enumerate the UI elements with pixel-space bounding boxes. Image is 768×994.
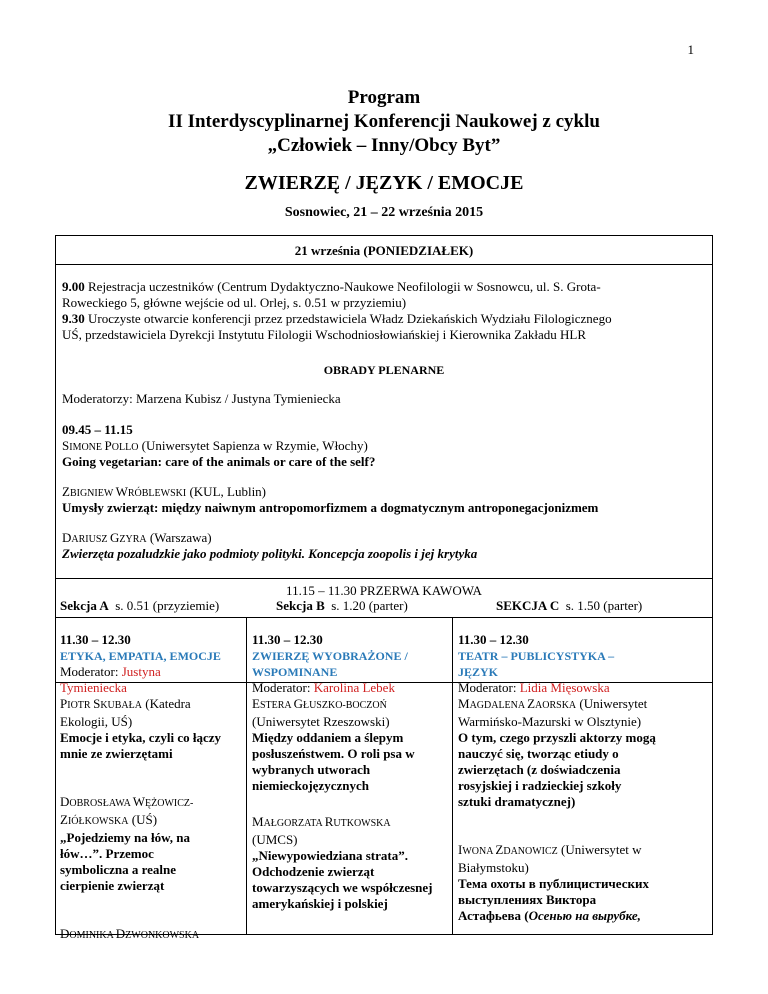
program-table xyxy=(55,235,713,941)
talk-author: ZBIGNIEW WRÓBLEWSKI (KUL, Lublin) xyxy=(62,484,267,499)
coffee-break: 11.15 – 11.30 PRZERWA KAWOWA xyxy=(286,583,482,598)
section-b-header: Sekcja B s. 1.20 (parter) xyxy=(276,598,408,613)
day-header: 21 września (PONIEDZIAŁEK) xyxy=(294,243,474,258)
title-line-2: II Interdyscyplinarnej Konferencji Naukowej z cyklu xyxy=(168,111,600,132)
section-a-column: 11.30 – 12.30 ETYKA, EMPATIA, EMOCJE Moderator: Justyna Tymieniecka xyxy=(60,632,221,695)
opening-text-a: Uroczyste otwarcie konferencji przez przedstawiciela Władz Dziekańskich Wydziału Filologicznego xyxy=(84,311,612,326)
section-b-talks: ESTERA GŁUSZKO-BOCZOŃ (Uniwersytet Rzeszowski) Między oddaniem a ślepym posłuszeństwem. O roli psa w wybranych utworach niemieckojęzycznych MAŁGORZATA RUTKOWSKA (UMCS) „Niewypowiedziana strata”. Odchodzenie zwierząt towarzyszących we współczesnej amerykańskiej i polskiej xyxy=(252,696,433,911)
conference-title: ZWIERZĘ / JĘZYK / EMOCJE xyxy=(244,172,524,194)
section-a-talks: PIOTR SKUBAŁA (Katedra Ekologii, UŚ) Emocje i etyka, czyli co łączy mnie ze zwierzętami DOBROSŁAWA WĘŻOWICZ- ZIÓŁKOWSKA (UŚ) „Pojedziemy na łów, na łów…”. Przemoc symboliczna a realne cierpienie zwierząt DOMINIKA DZWONKOWSKA xyxy=(60,696,221,941)
rule xyxy=(56,578,712,579)
title-line-1: Program xyxy=(347,87,421,108)
talk-title: Zwierzęta pozaludzkie jako podmioty polityki. Koncepcja zoopolis i jej krytyka xyxy=(62,546,478,561)
title-line-3: „Człowiek – Inny/Obcy Byt” xyxy=(267,135,501,156)
column-rule xyxy=(452,617,453,935)
plenary-header: OBRADY PLENARNE xyxy=(323,363,445,377)
registration-text-b: Roweckiego 5, główne wejście od ul. Orlej, s. 0.51 w przyziemiu) xyxy=(62,295,407,310)
opening-text-b: UŚ, przedstawiciela Dyrekcji Instytutu Filologii Wschodniosłowiańskiej i Kierownika Zakładu HLR xyxy=(62,327,586,342)
rule xyxy=(56,264,712,265)
program-title xyxy=(0,86,768,158)
page-number: 1 xyxy=(687,42,694,57)
talk-author: SIMONE POLLO (Uniwersytet Sapienza w Rzymie, Włochy) xyxy=(62,438,368,453)
section-c-talks: MAGDALENA ZAORSKA (Uniwersytet Warmińsko-Mazurski w Olsztynie) O tym, czego przyszli aktorzy mogą nauczyć się, tworząc etiudy o zwierzętach (z doświadczenia rosyjskiej i radzieckiej szkoły sztuki dramatycznej) IWONA ZDANOWICZ (Uniwersytet w Białymstoku) Тема охоты в публицистических выступлениях Виктора Астафьева (Осенью на вырубке, xyxy=(458,696,656,923)
plenary-moderators: Moderatorzy: Marzena Kubisz / Justyna Tymieniecka xyxy=(62,391,341,406)
section-c-header: SEKCJA C s. 1.50 (parter) xyxy=(496,598,643,613)
section-a-header: Sekcja A s. 0.51 (przyziemie) xyxy=(60,598,220,613)
column-rule xyxy=(246,617,247,935)
rule xyxy=(56,617,712,618)
opening-time: 9.30 xyxy=(62,311,85,326)
talk-title: Umysły zwierząt: między naiwnym antropomorfizmem a dogmatycznym antroponegacjonizmem xyxy=(62,500,599,515)
section-b-column: 11.30 – 12.30 ZWIERZĘ WYOBRAŻONE / WSPOMINANE Moderator: Karolina Lebek xyxy=(252,632,408,695)
place-date: Sosnowiec, 21 – 22 września 2015 xyxy=(284,205,484,220)
talk-title: Going vegetarian: care of the animals or care of the self? xyxy=(62,454,376,469)
plenary-time: 09.45 – 11.15 xyxy=(62,422,133,437)
section-c-column: 11.30 – 12.30 TEATR – PUBLICYSTYKA – JĘZYK Moderator: Lidia Mięsowska xyxy=(458,632,615,695)
opening-item xyxy=(62,311,708,327)
registration-item xyxy=(62,279,708,295)
registration-time: 9.00 xyxy=(62,279,85,294)
talk-author: DARIUSZ GZYRA (Warszawa) xyxy=(62,530,212,545)
registration-text-a: Rejestracja uczestników (Centrum Dydaktyczno-Naukowe Neofilologii w Sosnowcu, ul. S. Grota- xyxy=(84,279,601,294)
